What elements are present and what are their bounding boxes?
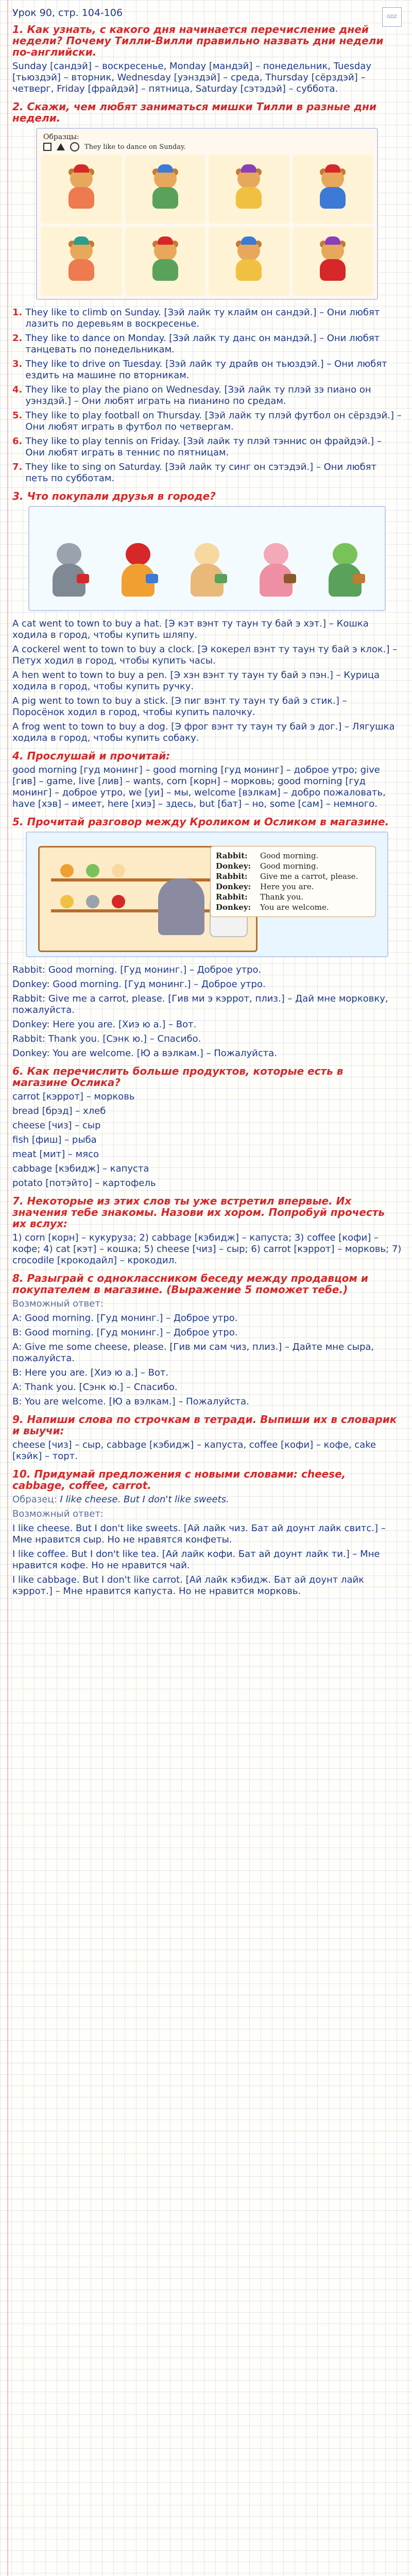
task-2-item: 6. They like to play tennis on Friday. [Зэй лайк ту плэй тэннис он фрайдэй.] – Они любят играть в теннис по пятницам. xyxy=(12,436,382,458)
task-4-title: 4. Прослушай и прочитай: xyxy=(12,750,170,762)
task-4 xyxy=(12,750,402,810)
task-9 xyxy=(12,1414,402,1462)
task-6-title: 6. Как перечислить больше продуктов, которые есть в магазине Ослика? xyxy=(12,1065,344,1089)
task-8-item: В: You are welcome. [Ю а вэлкам.] – Пожалуйста. xyxy=(12,1396,249,1407)
task-2-item: 3. They like to drive on Tuesday. [Зэй лайк ту драйв он тьюздэй.] – Они любят ездить на машине по вторникам. xyxy=(12,359,387,381)
dialog-line: Donkey: Good morning. xyxy=(216,861,319,871)
task-6-item: cheese [чиз] – сыр xyxy=(12,1120,101,1131)
dialog-line: Rabbit: Thank you. xyxy=(216,892,304,902)
bear-cell xyxy=(125,227,206,296)
bear-figure xyxy=(315,241,351,282)
task-10 xyxy=(12,1468,402,1597)
dialog-line: Donkey: Here you are. xyxy=(216,882,314,891)
task-2-item: 2. They like to dance on Monday. [Зэй лайк ту данс он мандэй.] – Они любят танцевать по понедельникам. xyxy=(12,333,380,355)
task-10-sub: Возможный ответ: xyxy=(12,1509,104,1519)
task-8-item: В: Good morning. [Гуд монинг.] – Доброе утро. xyxy=(12,1327,238,1338)
task-10-title: 10. Придумай предложения с новыми словами: cheese, cabbage, coffee, carrot. xyxy=(12,1468,346,1492)
cockerel-figure xyxy=(115,538,161,605)
task-1-title: 1. Как узнать, с какого дня начинается перечисление дней недели? Почему Тилли-Вилли правильно назвать дни недели по-английски. xyxy=(12,23,384,58)
task-9-line: cheese [чиз] – сыр, cabbage [кэбидж] – капуста, coffee [кофи] – кофе, cake [кэйк] – торт. xyxy=(12,1439,376,1462)
task-5-translation-line: Donkey: You are welcome. [Ю а вэлкам.] – Пожалуйста. xyxy=(12,1048,277,1059)
task-2-title: 2. Скажи, чем любят заниматься мишки Тилли в разные дни недели. xyxy=(12,100,377,124)
donkey-figure xyxy=(158,878,204,935)
illustration-samples-label: Образцы: xyxy=(43,133,79,141)
task-3-item: A frog went to town to buy a dog. [Э фрог вэнт ту таун ту бай э дог.] – Лягушка ходила в город, чтобы купить собаку. xyxy=(12,721,395,743)
task-3-item: A pig went to town to buy a stick. [Э пиг вэнт ту таун ту бай э стик.] – Поросёнок ходил в город, чтобы купить палочку. xyxy=(12,696,347,718)
task-10-item: I like coffee. But I don't like tea. [Ай лайк кофи. Бат ай доунт лайк ти.] – Мне нравится кофе. Но не нравится чай. xyxy=(12,1549,380,1571)
task-8-item: А: Give me some cheese, please. [Гив ми сам чиз, плиз.] – Дайте мне сыра, пожалуйста. xyxy=(12,1342,374,1364)
hen-figure xyxy=(184,538,230,605)
watermark-text: GDZ xyxy=(386,14,398,20)
task-8-item: В: Here you are. [Хиэ ю а.] – Вот. xyxy=(12,1367,169,1378)
watermark-logo xyxy=(382,7,402,27)
animals-illustration xyxy=(28,506,386,611)
task-7-line: 1) corn [корн] – кукуруза; 2) cabbage [кэбидж] – капуста; 3) coffee [кофи] – кофе; 4) cat [кэт] – кошка; 5) cheese [чиз] – сыр; 6) carrot [кэррот] – морковь; 7) crocodile [крокодайл] – крокодил. xyxy=(12,1232,402,1266)
bear-cell xyxy=(293,227,373,296)
task-5 xyxy=(12,816,402,1059)
bear-figure xyxy=(315,168,351,210)
square-icon xyxy=(43,143,52,151)
task-5-translation-line: Donkey: Good morning. [Гуд монинг.] – Доброе утро. xyxy=(12,979,266,990)
task-2 xyxy=(12,101,402,484)
task-5-translation-line: Donkey: Here you are. [Хиэ ю а.] – Вот. xyxy=(12,1019,197,1030)
task-10-example: Образец: I like cheese. But I don't like sweets. xyxy=(12,1494,229,1505)
dialog-line: Rabbit: Give me a carrot, please. xyxy=(216,872,358,881)
dialog-line: Donkey: You are welcome. xyxy=(216,903,329,912)
shop-illustration xyxy=(26,832,388,957)
task-2-item: 4. They like to play the piano on Wednesday. [Зэй лайк ту плэй зэ пиано он уэнздэй.] – Они любят играть на пианино по средам. xyxy=(12,384,371,406)
task-2-item: 1. They like to climb on Sunday. [Зэй лайк ту клайм он сандэй.] – Они любят лазить по деревьям в воскресенье. xyxy=(12,307,380,329)
task-8-title: 8. Разыграй с одноклассником беседу между продавцом и покупателем в магазине. (Выражение 5 поможет тебе.) xyxy=(12,1272,368,1296)
task-8-item: А: Thank you. [Сэнк ю.] – Спасибо. xyxy=(12,1382,178,1393)
task-10-item: I like cabbage. But I don't like carrot. [Ай лайк кэбидж. Бат ай доунт лайк кэррот.] – Мне нравится капуста. Но не нравится морковь. xyxy=(12,1574,365,1597)
sample-text: They like to dance on Sunday. xyxy=(84,143,186,151)
bear-cell xyxy=(41,227,122,296)
dialog-box xyxy=(210,846,376,917)
task-3-item: A cockerel went to town to buy a clock. [Э кокерел вэнт ту таун ту бай э клок.] – Петух ходил в город, чтобы купить часы. xyxy=(12,644,398,666)
task-5-translation-line: Rabbit: Give me a carrot, please. [Гив ми э кэррот, плиз.] – Дай мне морковку, пожалуйста. xyxy=(12,993,388,1015)
task-3-title: 3. Что покупали друзья в городе? xyxy=(12,490,216,502)
task-3 xyxy=(12,490,402,744)
legend-row xyxy=(43,142,371,151)
bear-figure xyxy=(63,168,99,210)
task-5-translation-line: Rabbit: Thank you. [Сэнк ю.] – Спасибо. xyxy=(12,1033,201,1044)
task-1-line: Sunday [сандэй] – воскресенье, Monday [мандэй] – понедельник, Tuesday [тьюздэй] – вторник, Wednesday [уэнздэй] – среда, Thursday [сёрздэй] – четверг, Friday [фрайдэй] – пятница, Saturday [сэтэдэй] – суббота. xyxy=(12,61,371,94)
task-3-item: A cat went to town to buy a hat. [Э кэт вэнт ту таун ту бай э хэт.] – Кошка ходила в город, чтобы купить шляпу. xyxy=(12,618,369,640)
fish-goods xyxy=(86,895,99,908)
task-2-item: 7. They like to sing on Saturday. [Зэй лайк ту синг он сэтэдэй.] – Они любят петь по субботам. xyxy=(12,462,377,484)
frog-figure xyxy=(322,538,368,605)
bear-grid xyxy=(41,155,373,296)
task-6-item: carrot [кэррот] – морковь xyxy=(12,1091,135,1102)
carrot-goods xyxy=(60,864,74,877)
margin-line xyxy=(7,0,8,2576)
bear-cell xyxy=(209,227,289,296)
task-5-title: 5. Прочитай разговор между Кроликом и Осликом в магазине. xyxy=(12,816,389,828)
bear-figure xyxy=(147,168,183,210)
task-6-item: meat [мит] – мясо xyxy=(12,1149,99,1160)
cat-figure xyxy=(46,538,92,605)
bear-figure xyxy=(147,241,183,282)
task-4-line: good morning [гуд монинг] – good morning [гуд монинг] – доброе утро; give [гив] – game, live [лив] – wants, corn [корн] – морковь; good morning [гуд монинг] – доброе утро, we [уи] – мы, welcome [вэлкам] – добро пожаловать, have [хэв] – имеет, here [хиэ] – здесь, but [бат] – но, some [сам] – немного. xyxy=(12,765,386,809)
task-8-sub: Возможный ответ: xyxy=(12,1298,104,1309)
task-10-item: I like cheese. But I don't like sweets. [Ай лайк чиз. Бат ай доунт лайк свитс.] – Мне нравится сыр. Но не нравятся конфеты. xyxy=(12,1523,386,1545)
bear-figure xyxy=(63,241,99,282)
bread-goods xyxy=(112,864,125,877)
task-6-item: potato [потэйто] – картофель xyxy=(12,1178,156,1189)
task-6-item: cabbage [кэбидж] – капуста xyxy=(12,1163,149,1174)
task-6-item: fish [фиш] – рыба xyxy=(12,1134,97,1145)
task-8-item: А: Good morning. [Гуд монинг.] – Доброе утро. xyxy=(12,1313,238,1324)
lesson-header: Урок 90, стр. 104-106 xyxy=(12,7,123,19)
shop-scene xyxy=(32,838,382,951)
bears-illustration xyxy=(36,128,378,300)
cheese-goods xyxy=(60,895,74,908)
bear-cell xyxy=(125,155,206,224)
bear-cell xyxy=(209,155,289,224)
task-7 xyxy=(12,1195,402,1266)
task-6-item: bread [брэд] – хлеб xyxy=(12,1106,106,1116)
pig-figure xyxy=(253,538,299,605)
task-9-title: 9. Напиши слова по строчкам в тетради. Выпиши их в словарик и выучи: xyxy=(12,1413,397,1437)
meat-goods xyxy=(112,895,125,908)
task-6 xyxy=(12,1065,402,1189)
task-3-item: A hen went to town to buy a pen. [Э хэн вэнт ту таун ту бай э пэн.] – Курица ходила в город, чтобы купить ручку. xyxy=(12,670,380,692)
task-5-translation-line: Rabbit: Good morning. [Гуд монинг.] – Доброе утро. xyxy=(12,964,262,975)
animals-row xyxy=(35,512,380,605)
bear-figure xyxy=(231,168,267,210)
task-1 xyxy=(12,24,402,95)
task-8 xyxy=(12,1273,402,1408)
bear-cell xyxy=(293,155,373,224)
bear-cell xyxy=(41,155,122,224)
dialog-line: Rabbit: Good morning. xyxy=(216,851,319,860)
task-7-title: 7. Некоторые из этих слов ты уже встретил впервые. Их значения тебе знакомы. Назови их хором. Попробуй прочесть их вслух: xyxy=(12,1195,385,1230)
cabbage-goods xyxy=(86,864,99,877)
triangle-icon xyxy=(57,143,65,150)
circle-icon xyxy=(70,142,79,151)
bear-figure xyxy=(231,241,267,282)
task-2-item: 5. They like to play football on Thursday. [Зэй лайк ту плэй футбол он сёрздэй.] – Они любят играть в футбол по четвергам. xyxy=(12,410,402,432)
